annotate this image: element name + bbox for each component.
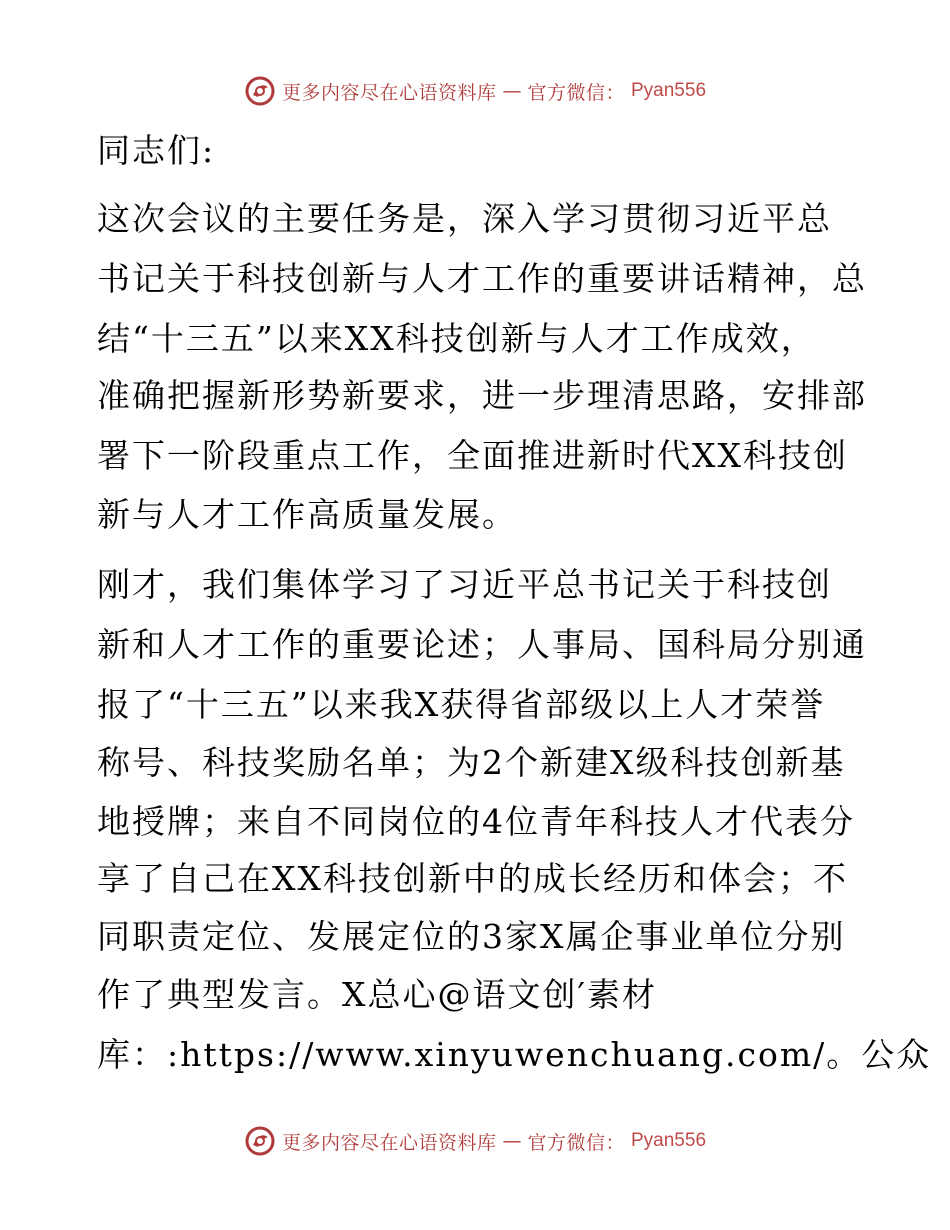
text-line: 准确把握新形势新要求，进一步理清思路，安排部	[97, 376, 867, 415]
text-line: 同职责定位、发展定位的3家X属企事业单位分别	[97, 917, 846, 956]
text-line: 刚才，我们集体学习了习近平总书记关于科技创	[97, 565, 832, 604]
watermark-account-id: Pyan556	[631, 1130, 707, 1151]
logo-seal-icon	[244, 1125, 276, 1157]
watermark-text: 更多内容尽在心语资料库	[281, 1131, 497, 1154]
text-line: 报了“十三五”以来我X获得省部级以上人才荣誉	[97, 685, 826, 724]
text-line: 地授牌；来自不同岗位的4位青年科技人才代表分	[97, 802, 855, 841]
text-line: 新与人才工作高质量发展。	[97, 495, 517, 534]
text-line: 结“十三五”以来XX科技创新与人才工作成效，	[97, 319, 816, 358]
watermark-text: 更多内容尽在心语资料库	[281, 81, 497, 104]
text-line: 这次会议的主要任务是，深入学习贯彻习近平总	[97, 199, 832, 238]
text-line: 书记关于科技创新与人才工作的重要讲话精神，总	[97, 259, 867, 298]
text-line: 库：:https://www.xinyuwenchuang.com/。公众	[97, 1035, 932, 1074]
header-watermark	[0, 71, 950, 111]
text-line: 署下一阶段重点工作，全面推进新时代XX科技创	[97, 436, 848, 475]
watermark-account-prefix: 官方微信：	[527, 1131, 625, 1154]
watermark-account-id: Pyan556	[631, 80, 707, 101]
text-line: 同志们:	[97, 131, 216, 170]
watermark-account-prefix: 官方微信：	[527, 81, 625, 104]
watermark-separator: —	[502, 80, 522, 102]
text-line: 作了典型发言。X总心@语文创′素材	[97, 975, 657, 1014]
logo-seal-icon	[244, 75, 276, 107]
text-line: 称号、科技奖励名单；为2个新建X级科技创新基	[97, 743, 846, 782]
footer-watermark	[0, 1121, 950, 1161]
watermark-separator: —	[502, 1130, 522, 1152]
text-line: 享了自己在XX科技创新中的成长经历和体会；不	[97, 859, 848, 898]
text-line: 新和人才工作的重要论述；人事局、国科局分别通	[97, 625, 867, 664]
